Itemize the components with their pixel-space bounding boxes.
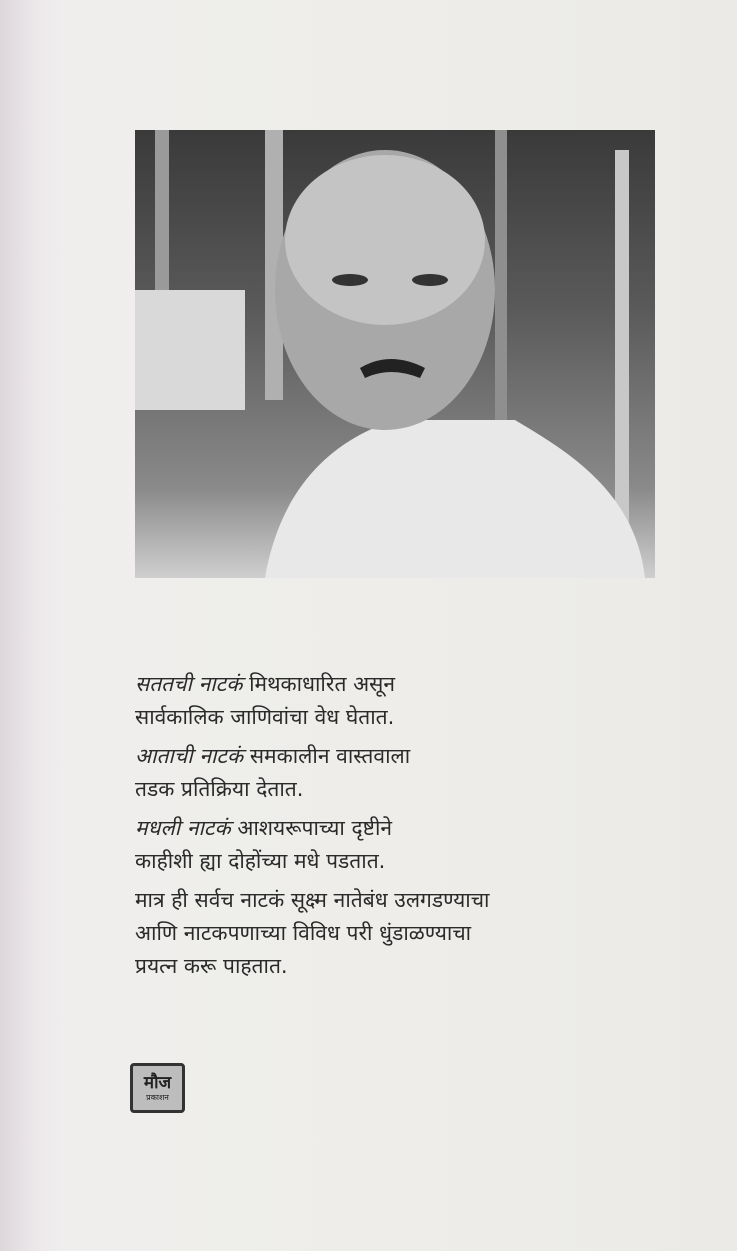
- blurb-text: आणि नाटकपणाच्या विविध परी धुंडाळण्याचा: [135, 921, 472, 945]
- blurb-text: मात्र ही सर्वच नाटकं सूक्ष्म नातेबंध उलगडण्याचा: [135, 888, 490, 912]
- blurb-text: प्रयत्न करू पाहतात.: [135, 954, 288, 978]
- italic-term: आताची नाटकं: [135, 744, 244, 768]
- blurb-paragraph: [135, 812, 655, 878]
- blurb-paragraph: [135, 740, 655, 806]
- italic-term: सततची नाटकं: [135, 672, 243, 696]
- blurb-text: सार्वकालिक जाणिवांचा वेध घेतात.: [135, 705, 395, 729]
- book-spine-edge: [0, 0, 70, 1251]
- blurb-text: मिथकाधारित असून: [242, 672, 395, 696]
- publisher-logo-sub: प्रकाशन: [146, 1093, 169, 1102]
- blurb-text: आशयरूपाच्या दृष्टीने: [230, 816, 393, 840]
- back-cover-blurb: [135, 668, 655, 989]
- publisher-logo-main: मौज: [143, 1073, 172, 1093]
- blurb-text: समकालीन वास्तवाला: [243, 744, 411, 768]
- blurb-paragraph: [135, 668, 655, 734]
- blurb-text: काहीशी ह्या दोहोंच्या मधे पडतात.: [135, 849, 386, 873]
- blurb-paragraph: [135, 884, 655, 983]
- author-photo: [135, 130, 655, 578]
- italic-term: मधली नाटकं: [135, 816, 231, 840]
- blurb-text: तडक प्रतिक्रिया देतात.: [135, 777, 304, 801]
- author-portrait-icon: [135, 130, 655, 578]
- publisher-logo: [130, 1063, 185, 1113]
